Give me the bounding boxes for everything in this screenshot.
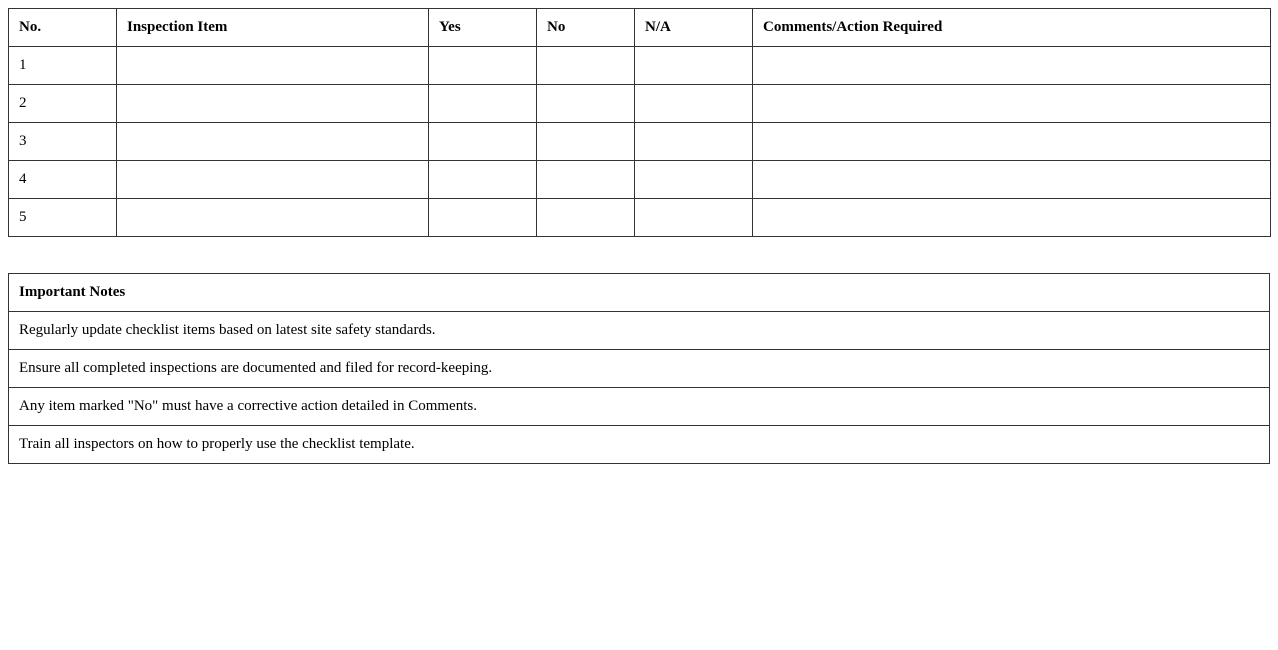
table-row	[9, 199, 1271, 237]
inspection-checklist-table	[8, 8, 1271, 237]
comments-cell	[753, 47, 1271, 85]
inspection-item-cell	[117, 123, 429, 161]
no-cell	[537, 123, 635, 161]
no-cell	[537, 161, 635, 199]
note-row	[9, 388, 1270, 426]
notes-header-row	[9, 274, 1270, 312]
na-cell	[635, 161, 753, 199]
header-inspection-item: Inspection Item	[117, 9, 429, 47]
important-notes-table	[8, 273, 1270, 464]
header-no: No.	[9, 9, 117, 47]
yes-cell	[429, 123, 537, 161]
no-cell	[537, 199, 635, 237]
yes-cell	[429, 85, 537, 123]
table-row	[9, 47, 1271, 85]
inspection-item-cell	[117, 47, 429, 85]
comments-cell	[753, 123, 1271, 161]
note-row	[9, 312, 1270, 350]
comments-cell	[753, 85, 1271, 123]
row-number: 2	[9, 85, 117, 123]
na-cell	[635, 123, 753, 161]
row-number: 1	[9, 47, 117, 85]
header-na: N/A	[635, 9, 753, 47]
note-text: Regularly update checklist items based on latest site safety standards.	[9, 312, 1270, 350]
yes-cell	[429, 199, 537, 237]
row-number: 4	[9, 161, 117, 199]
yes-cell	[429, 161, 537, 199]
na-cell	[635, 85, 753, 123]
comments-cell	[753, 161, 1271, 199]
inspection-item-cell	[117, 199, 429, 237]
notes-title: Important Notes	[9, 274, 1270, 312]
table-row	[9, 123, 1271, 161]
note-row	[9, 426, 1270, 464]
table-row	[9, 161, 1271, 199]
yes-cell	[429, 47, 537, 85]
na-cell	[635, 199, 753, 237]
table-row	[9, 85, 1271, 123]
note-text: Ensure all completed inspections are documented and filed for record-keeping.	[9, 350, 1270, 388]
comments-cell	[753, 199, 1271, 237]
no-cell	[537, 47, 635, 85]
row-number: 5	[9, 199, 117, 237]
no-cell	[537, 85, 635, 123]
inspection-item-cell	[117, 161, 429, 199]
note-row	[9, 350, 1270, 388]
note-text: Any item marked "No" must have a corrective action detailed in Comments.	[9, 388, 1270, 426]
table-header-row	[9, 9, 1271, 47]
na-cell	[635, 47, 753, 85]
header-no-answer: No	[537, 9, 635, 47]
header-comments: Comments/Action Required	[753, 9, 1271, 47]
inspection-item-cell	[117, 85, 429, 123]
note-text: Train all inspectors on how to properly use the checklist template.	[9, 426, 1270, 464]
row-number: 3	[9, 123, 117, 161]
header-yes: Yes	[429, 9, 537, 47]
